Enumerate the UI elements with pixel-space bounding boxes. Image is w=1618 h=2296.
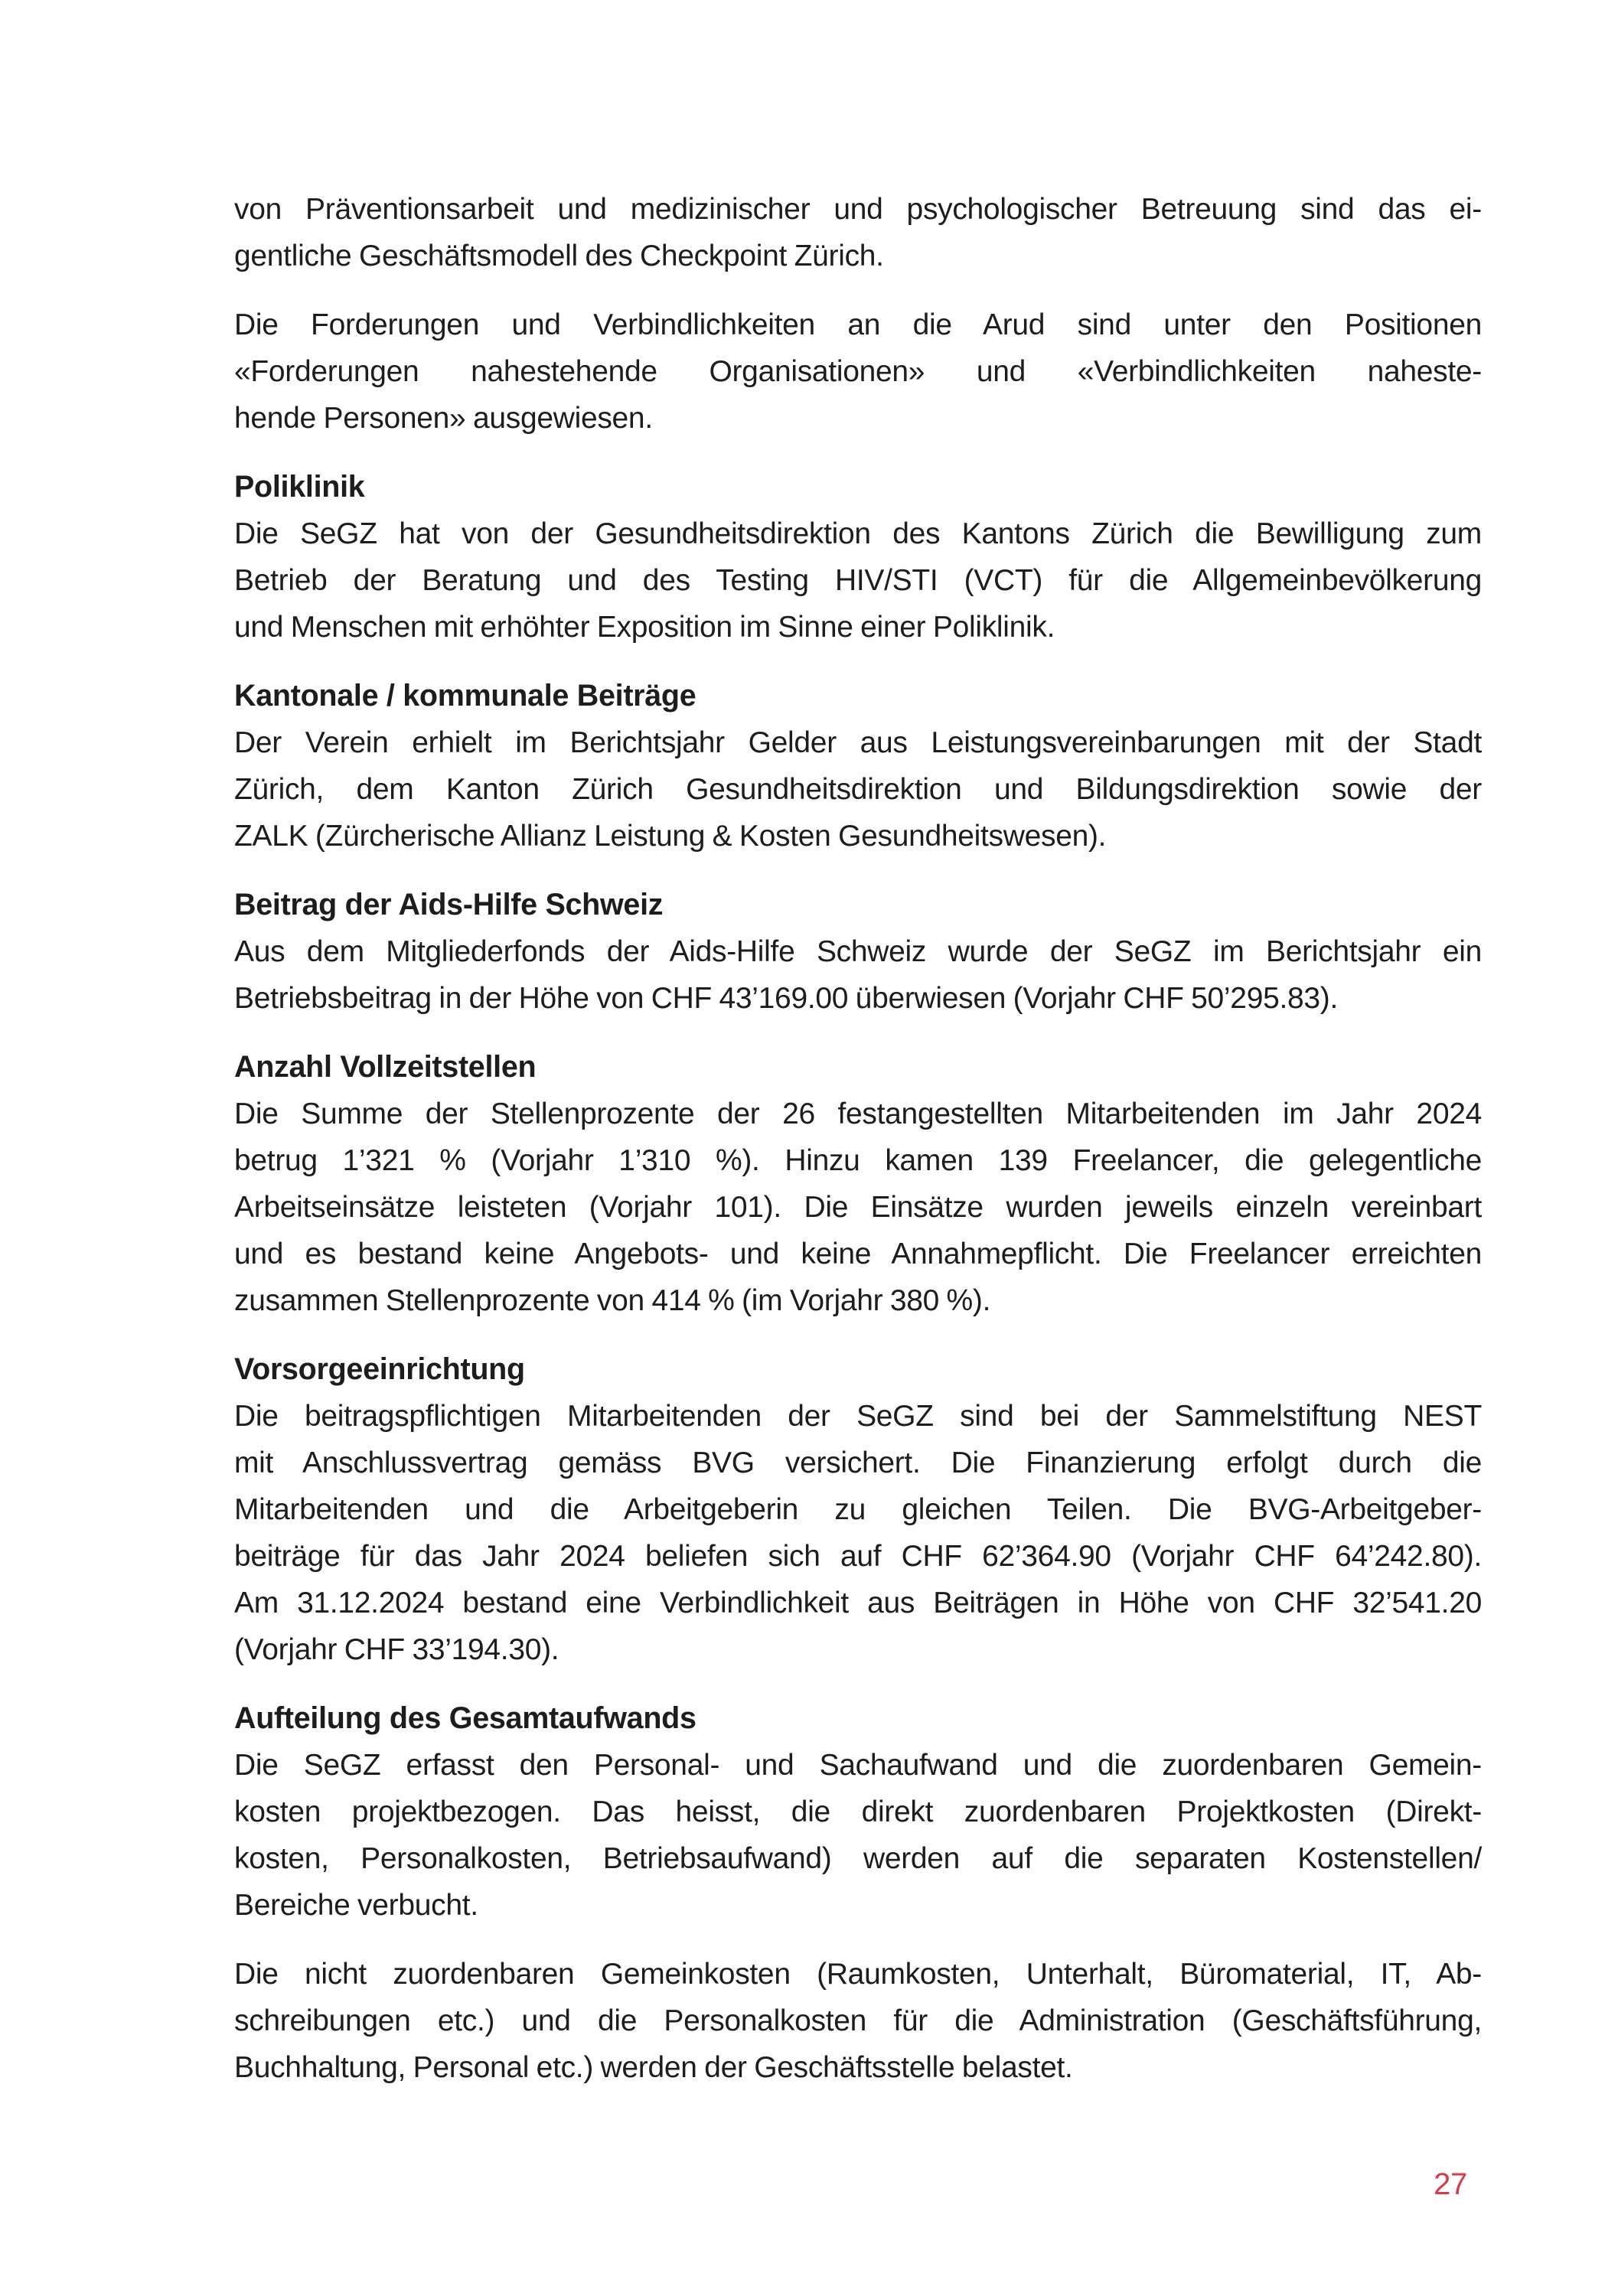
body-line: schreibungen etc.) und die Personalkosten für die Administration (Geschäftsführung, <box>234 2004 1482 2037</box>
body-line: Die SeGZ erfasst den Personal- und Sachaufwand und die zuordenbaren Gemein- <box>234 1749 1482 1782</box>
body-line: Die Forderungen und Verbindlichkeiten an die Arud sind unter den Positionen <box>234 308 1482 341</box>
body-line: ZALK (Zürcherische Allianz Leistung & Kosten Gesundheitswesen). <box>234 820 1107 853</box>
body-line: Die nicht zuordenbaren Gemeinkosten (Raumkosten, Unterhalt, Büromaterial, IT, Ab- <box>234 1958 1482 1991</box>
section-heading: Vorsorgeeinrichtung <box>234 1352 525 1386</box>
text-block <box>234 1044 1482 1324</box>
body-line: mit Anschlussvertrag gemäss BVG versichert. Die Finanzierung erfolgt durch die <box>234 1446 1482 1479</box>
text-block <box>234 1346 1482 1673</box>
text-block <box>234 882 1482 1022</box>
text-block <box>234 464 1482 651</box>
body-line: hende Personen» ausgewiesen. <box>234 402 653 435</box>
body-line: Betriebsbeitrag in der Höhe von CHF 43’169.00 überwiesen (Vorjahr CHF 50’295.83). <box>234 982 1339 1015</box>
body-line: Der Verein erhielt im Berichtsjahr Gelder aus Leistungsvereinbarungen mit der Stadt <box>234 726 1482 759</box>
body-line: Buchhaltung, Personal etc.) werden der Geschäftsstelle belastet. <box>234 2051 1073 2084</box>
text-block <box>234 302 1482 442</box>
body-line: Zürich, dem Kanton Zürich Gesundheitsdirektion und Bildungsdirektion sowie der <box>234 773 1482 806</box>
page-number: 27 <box>1434 2167 1467 2201</box>
section-heading: Beitrag der Aids-Hilfe Schweiz <box>234 888 664 921</box>
text-block <box>234 186 1482 279</box>
text-block <box>234 1695 1482 1929</box>
body-line: kosten projektbezogen. Das heisst, die direkt zuordenbaren Projektkosten (Direkt- <box>234 1795 1482 1828</box>
section-heading: Aufteilung des Gesamtaufwands <box>234 1701 696 1735</box>
body-line: Die beitragspflichtigen Mitarbeitenden der SeGZ sind bei der Sammelstiftung NEST <box>234 1400 1482 1433</box>
section-heading: Kantonale / kommunale Beiträge <box>234 679 696 713</box>
body-line: Aus dem Mitgliederfonds der Aids-Hilfe Schweiz wurde der SeGZ im Berichtsjahr ein <box>234 935 1482 968</box>
body-line: betrug 1’321 % (Vorjahr 1’310 %). Hinzu kamen 139 Freelancer, die gelegentliche <box>234 1144 1482 1177</box>
body-line: kosten, Personalkosten, Betriebsaufwand) werden auf die separaten Kostenstellen/ <box>234 1842 1482 1875</box>
body-line: zusammen Stellenprozente von 414 % (im Vorjahr 380 %). <box>234 1284 991 1317</box>
body-line: Betrieb der Beratung und des Testing HIV/STI (VCT) für die Allgemeinbevölkerung <box>234 564 1482 597</box>
body-line: Bereiche verbucht. <box>234 1889 478 1922</box>
body-line: und es bestand keine Angebots- und keine Annahmepflicht. Die Freelancer erreichten <box>234 1238 1482 1270</box>
text-block <box>234 673 1482 859</box>
body-line: Arbeitseinsätze leisteten (Vorjahr 101). Die Einsätze wurden jeweils einzeln vereinbart <box>234 1191 1482 1224</box>
text-block <box>234 1951 1482 2091</box>
body-line: Mitarbeitenden und die Arbeitgeberin zu gleichen Teilen. Die BVG-Arbeitgeber- <box>234 1493 1482 1526</box>
body-line: «Forderungen nahestehende Organisationen» und «Verbindlichkeiten naheste- <box>234 355 1482 388</box>
section-heading: Anzahl Vollzeitstellen <box>234 1050 537 1084</box>
section-heading: Poliklinik <box>234 470 365 504</box>
body-line: beiträge für das Jahr 2024 beliefen sich auf CHF 62’364.90 (Vorjahr CHF 64’242.80). <box>234 1540 1482 1573</box>
body-line: Die SeGZ hat von der Gesundheitsdirektion des Kantons Zürich die Bewilligung zum <box>234 517 1482 550</box>
body-line: (Vorjahr CHF 33’194.30). <box>234 1633 559 1666</box>
text-column <box>234 186 1482 2113</box>
body-line: gentliche Geschäftsmodell des Checkpoint Zürich. <box>234 240 884 272</box>
body-line: Am 31.12.2024 bestand eine Verbindlichkeit aus Beiträgen in Höhe von CHF 32’541.20 <box>234 1587 1482 1619</box>
body-line: von Präventionsarbeit und medizinischer und psychologischer Betreuung sind das ei- <box>234 193 1482 226</box>
body-line: Die Summe der Stellenprozente der 26 festangestellten Mitarbeitenden im Jahr 2024 <box>234 1097 1482 1130</box>
body-line: und Menschen mit erhöhter Exposition im Sinne einer Poliklinik. <box>234 611 1055 644</box>
